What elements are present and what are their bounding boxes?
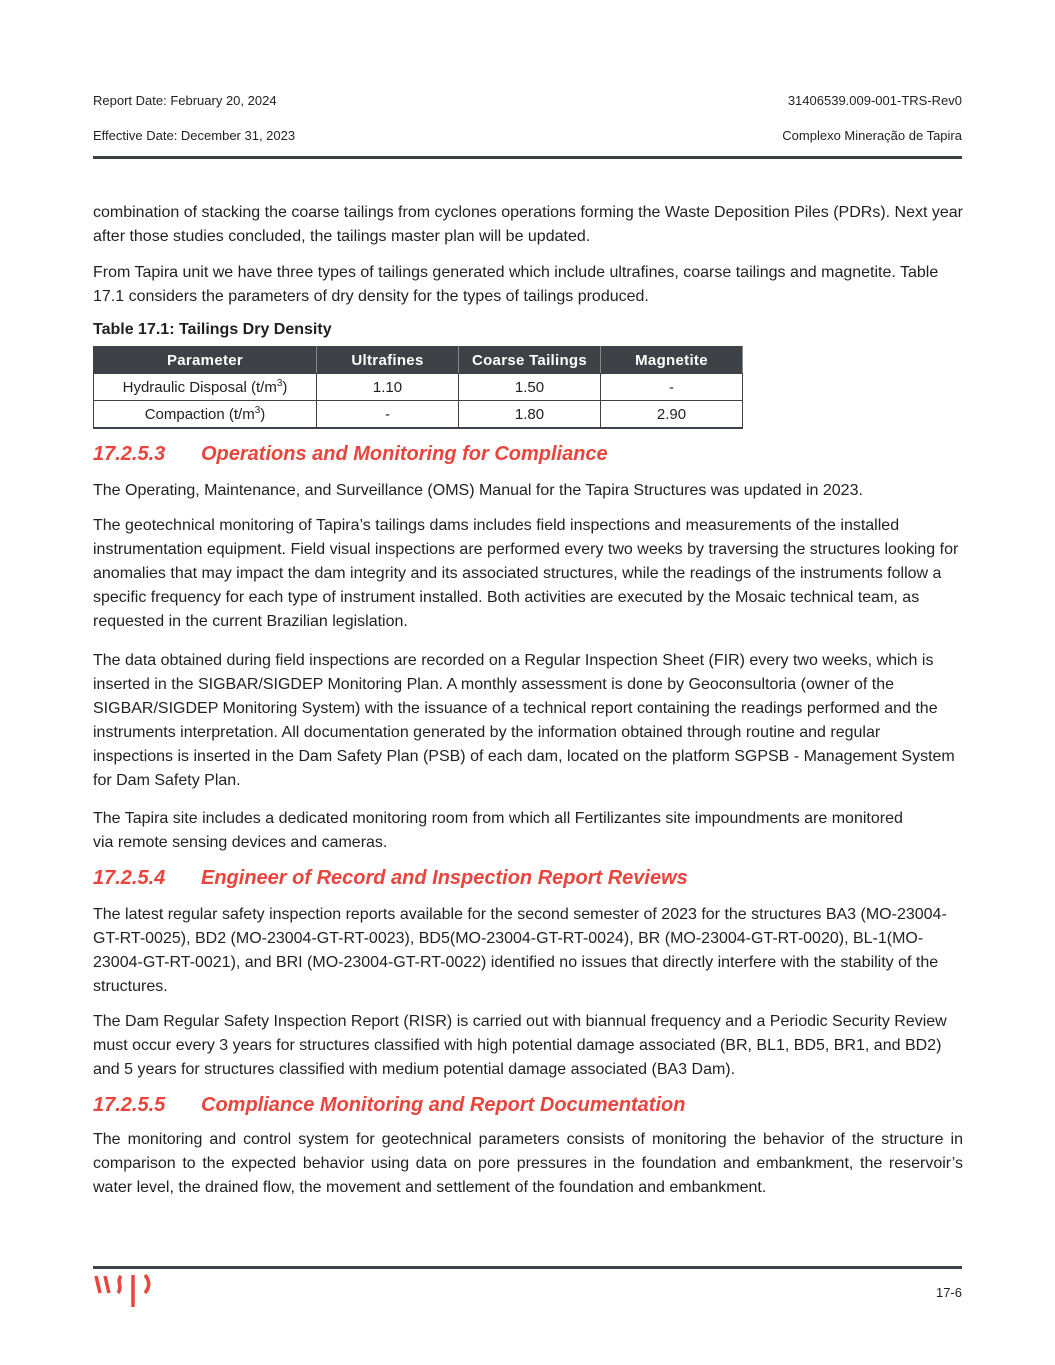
table-row [94,401,743,429]
table-cell: - [317,401,459,429]
report-date: Report Date: February 20, 2024 [93,93,277,108]
table-cell: - [601,374,743,401]
table-header-row [94,347,743,374]
effective-date: Effective Date: December 31, 2023 [93,128,296,143]
column-header: Magnetite [601,347,743,374]
column-header: Ultrafines [317,347,459,374]
paragraph: combination of stacking the coarse tailings from cyclones operations forming the Waste Deposition Piles (PDRs). Next year after those studies concluded, the tailings master plan will be updated. [93,204,964,245]
paragraph: The geotechnical monitoring of Tapira’s tailings dams includes field inspections and measurements of the installed instrumentation equipment. Field visual inspections are performed every two weeks by traversing the structures looking for anomalies that may impact the dam integrity and its associated structures, while the readings of the instruments follow a specific frequency for each type of instrument installed. Both activities are executed by the Mosaic technical team, as requested in the current Brazilian legislation. [93,517,959,630]
section-heading: 17.2.5.4 Engineer of Record and Inspection Report Reviews [93,867,688,889]
table-cell: Compaction $(t/m^3)$ [94,401,317,429]
paragraph: The Operating, Maintenance, and Surveillance (OMS) Manual for the Tapira Structures was updated in 2023. [93,482,863,499]
footer-rule [93,1266,962,1269]
table-cell: 1.50 [459,374,601,401]
table-cell: 1.10 [317,374,459,401]
project-name: Complexo Mineração de Tapira [782,128,962,143]
table-caption: Table 17.1: Tailings Dry Density [93,321,332,338]
column-header: Coarse Tailings [459,347,601,374]
table-row [94,374,743,401]
paragraph: The Dam Regular Safety Inspection Report (RISR) is carried out with biannual frequency and a Periodic Security Review must occur every 3 years for structures classified with high potential damage associated (BR, BL1, BD5, BR1, and BD2) and 5 years for structures classified with medium potential damage associated (BA3 Dam). [93,1013,947,1078]
paragraph: The Tapira site includes a dedicated monitoring room from which all Fertilizantes site impoundments are monitored via remote sensing devices and cameras. [93,810,903,851]
page-number: 17-6 [935,1285,962,1300]
table-cell: 2.90 [601,401,743,429]
paragraph: The latest regular safety inspection reports available for the second semester of 2023 for the structures BA3 (MO-23004-GT-RT-0025), BD2 (MO-23004-GT-RT-0023), BD5(MO-23004-GT-RT-0024), BR (MO-23004-GT-RT-0020), BL-1(MO-23004-GT-RT-0021), and BRI (MO-23004-GT-RT-0022) identified no issues that directly interfere with the stability of the structures. [93,906,947,995]
wsp-logo [93,1274,157,1308]
tailings-density-table [93,346,743,429]
table-cell: Hydraulic Disposal $(t/m^3)$ [94,374,317,401]
document-id: 31406539.009-001-TRS-Rev0 [787,93,962,108]
column-header: Parameter [94,347,317,374]
header-rule [93,156,962,159]
paragraph: The monitoring and control system for geotechnical parameters consists of monitoring the behavior of the structure in comparison to the expected behavior using data on pore pressures in the foundation and embankment, the reservoir’s water level, the drained flow, the movement and settlement of the foundation and embankment. [93,1131,963,1196]
section-heading: 17.2.5.3 Operations and Monitoring for Compliance [93,443,608,465]
section-heading: 17.2.5.5 Compliance Monitoring and Report Documentation [93,1094,686,1116]
paragraph: The data obtained during field inspections are recorded on a Regular Inspection Sheet (FIR) every two weeks, which is inserted in the SIGBAR/SIGDEP Monitoring Plan. A monthly assessment is done by Geoconsultoria (owner of the SIGBAR/SIGDEP Monitoring System) with the issuance of a technical report containing the readings performed and the instruments interpretation. All documentation generated by the information obtained through routine and regular inspections is inserted in the Dam Safety Plan (PSB) of each dam, located on the platform SGPSB - Management System for Dam Safety Plan. [93,652,955,789]
table-cell: 1.80 [459,401,601,429]
paragraph: From Tapira unit we have three types of tailings generated which include ultrafines, coarse tailings and magnetite. Table 17.1 considers the parameters of dry density for the types of tailings produced. [93,264,939,305]
